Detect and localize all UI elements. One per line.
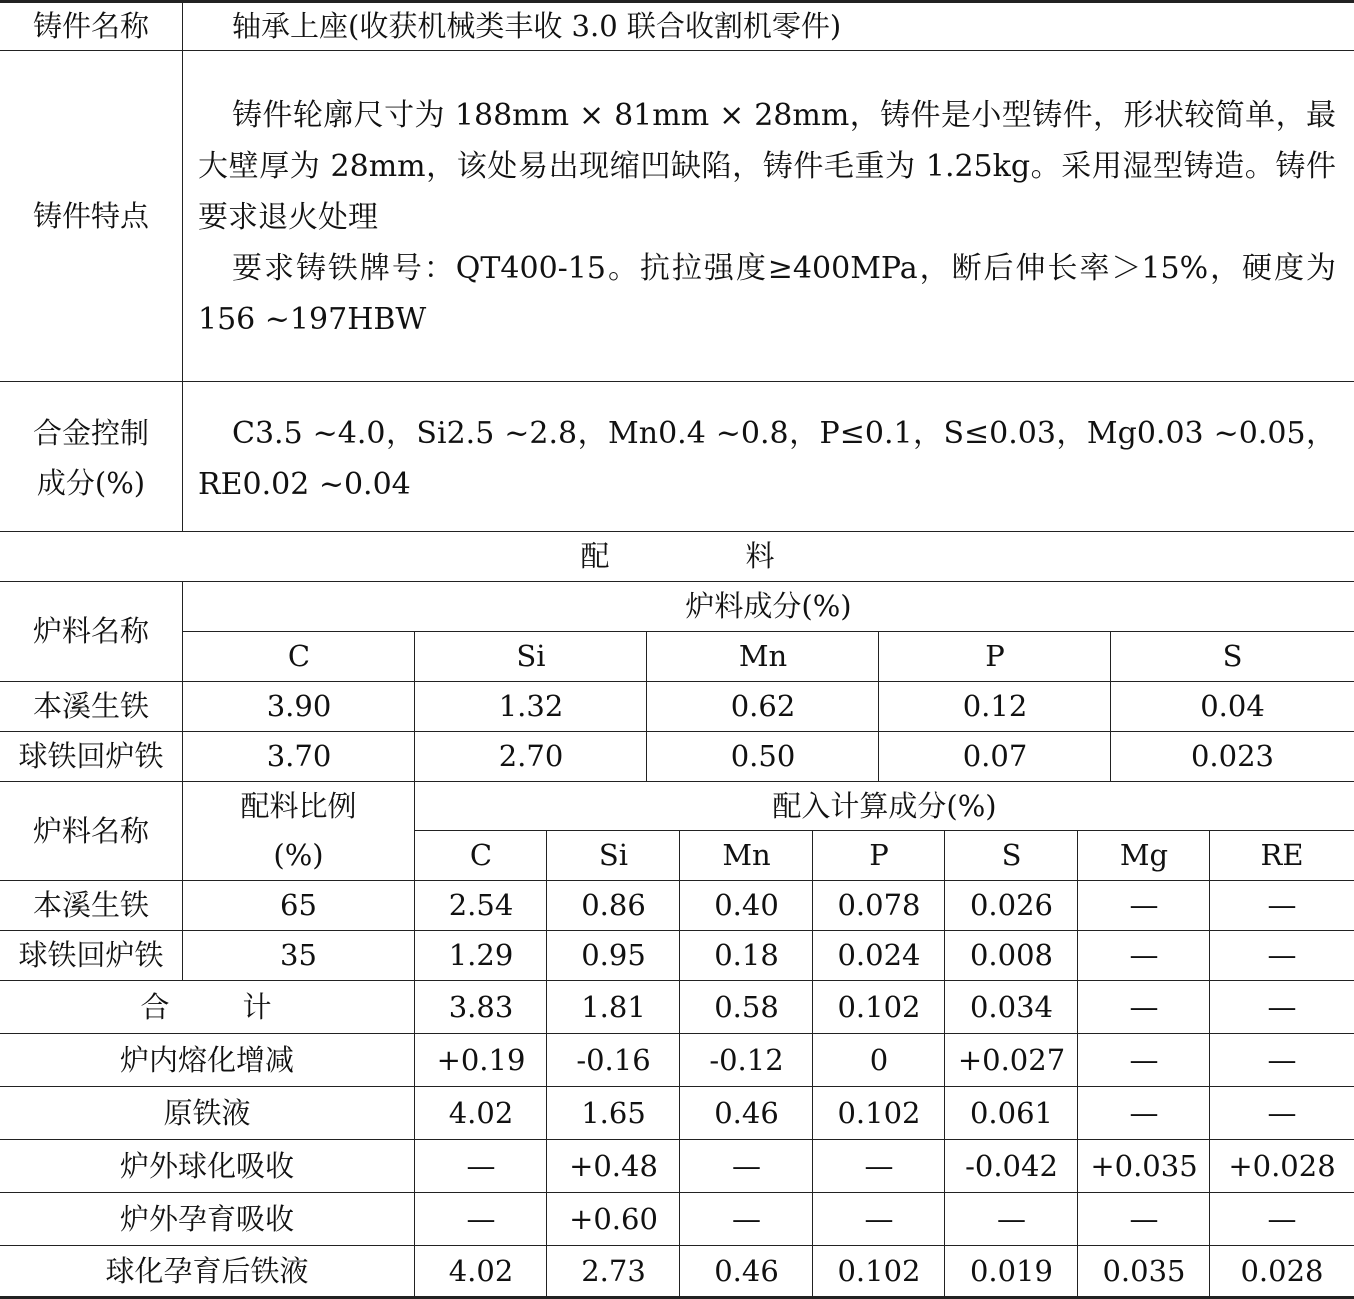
- total-label-a: 合: [140, 989, 170, 1024]
- summary-cell: 0: [869, 1042, 889, 1077]
- summary-cell: -0.12: [709, 1042, 784, 1077]
- summary-cell: 0.46: [714, 1095, 779, 1130]
- rule: [0, 50, 1354, 51]
- summary-cell: 1.65: [581, 1095, 646, 1130]
- casting-name-value: 轴承上座(收获机械类丰收 3.0 联合收割机零件): [232, 9, 842, 43]
- summary-row-name: 炉外球化吸收: [119, 1148, 294, 1183]
- features-label: 铸件特点: [32, 198, 149, 233]
- total-cell: —: [1129, 989, 1159, 1024]
- summary-cell: 0.46: [714, 1253, 779, 1288]
- calc-cell: 0.008: [969, 938, 1054, 972]
- calc-cell: —: [1267, 888, 1297, 922]
- summary-cell: —: [466, 1201, 496, 1236]
- summary-cell: —: [1267, 1042, 1297, 1077]
- burden-cell: 3.70: [266, 739, 332, 773]
- summary-cell: —: [1129, 1042, 1159, 1077]
- calc-row-name: 本溪生铁: [32, 888, 149, 922]
- burden-cell: 1.32: [498, 689, 564, 723]
- burden-cell: 0.50: [730, 739, 796, 773]
- calc-charge-name-header: 炉料名称: [32, 813, 149, 848]
- summary-cell: 4.02: [448, 1095, 514, 1130]
- total-cell: 1.81: [581, 989, 646, 1024]
- total-cell: 0.58: [714, 989, 779, 1024]
- calc-col-header: S: [1001, 838, 1022, 872]
- calc-col-header: Si: [598, 838, 629, 872]
- alloy-label-line2: 成分(%): [36, 465, 146, 500]
- summary-row-name: 原铁液: [163, 1095, 251, 1130]
- calc-cell: 0.078: [837, 888, 921, 922]
- calc-cell: —: [1267, 938, 1297, 972]
- burden-title-b: 料: [745, 539, 775, 573]
- summary-cell: 0.028: [1240, 1253, 1324, 1288]
- summary-cell: +0.19: [436, 1042, 526, 1077]
- summary-cell: -0.042: [965, 1148, 1058, 1183]
- total-cell: —: [1267, 989, 1297, 1024]
- summary-cell: —: [864, 1148, 894, 1183]
- calc-row-ratio: 65: [280, 888, 317, 922]
- calc-cell: 0.95: [581, 938, 646, 972]
- summary-cell: -0.16: [576, 1042, 651, 1077]
- calc-cell: 1.29: [448, 938, 514, 972]
- calc-col-header: Mn: [722, 838, 771, 872]
- rule: [182, 0, 183, 531]
- summary-cell: 0.061: [969, 1095, 1054, 1130]
- ratio-header-line2: (%): [273, 838, 324, 872]
- calc-cell: —: [1129, 938, 1159, 972]
- summary-cell: 0.019: [969, 1253, 1054, 1288]
- summary-cell: 0.035: [1102, 1253, 1186, 1288]
- summary-cell: —: [1129, 1201, 1159, 1236]
- summary-cell: —: [864, 1201, 894, 1236]
- calc-cell: 0.18: [714, 938, 779, 972]
- ratio-header-line1: 配料比例: [240, 788, 357, 823]
- rule: [0, 381, 1354, 382]
- calc-col-header: P: [869, 838, 889, 872]
- burden-col-header: C: [287, 639, 311, 673]
- summary-cell: +0.028: [1228, 1148, 1336, 1183]
- summary-cell: —: [732, 1201, 761, 1236]
- burden-cell: 2.70: [498, 739, 564, 773]
- calc-row-name: 球铁回炉铁: [18, 938, 164, 972]
- calc-cell: 2.54: [448, 888, 514, 922]
- rule: [0, 531, 1354, 532]
- calc-col-header: RE: [1260, 838, 1304, 872]
- burden-cell: 0.04: [1200, 689, 1265, 723]
- calc-col-header: Mg: [1119, 838, 1169, 872]
- summary-cell: —: [1129, 1095, 1159, 1130]
- summary-cell: 4.02: [448, 1253, 514, 1288]
- summary-cell: —: [732, 1148, 761, 1183]
- summary-cell: 0.102: [837, 1253, 921, 1288]
- total-cell: 3.83: [448, 989, 514, 1024]
- burden-row-name: 球铁回炉铁: [18, 739, 164, 773]
- summary-cell: +0.60: [569, 1201, 658, 1236]
- casting-name-label: 铸件名称: [32, 9, 149, 43]
- summary-cell: 2.73: [581, 1253, 646, 1288]
- burden-row-name: 本溪生铁: [32, 689, 149, 723]
- summary-row-name: 炉内熔化增减: [119, 1042, 294, 1077]
- summary-cell: +0.48: [569, 1148, 658, 1183]
- calc-col-header: C: [469, 838, 493, 872]
- alloy-value-text: C3.5 ~4.0，Si2.5 ~2.8，Mn0.4 ~0.8，P≤0.1，S≤0.03，Mg0.03 ~0.05，RE0.02 ~0.04: [198, 416, 1336, 502]
- features-paragraph: 要求铸铁牌号：QT400-15。抗拉强度≥400MPa，断后伸长率＞15%，硬度为 156 ~197HBW: [198, 251, 1336, 337]
- alloy-value: [198, 408, 1336, 510]
- calc-composition-header: 配入计算成分(%): [772, 788, 997, 823]
- summary-cell: +0.027: [957, 1042, 1066, 1077]
- composition-header: 炉料成分(%): [685, 589, 852, 623]
- summary-row-name: 炉外孕育吸收: [119, 1201, 294, 1236]
- charge-name-header: 炉料名称: [32, 614, 149, 648]
- calc-cell: 0.026: [969, 888, 1054, 922]
- summary-cell: —: [1267, 1095, 1297, 1130]
- calc-cell: 0.40: [714, 888, 779, 922]
- burden-cell: 0.12: [962, 689, 1028, 723]
- total-cell: 0.102: [837, 989, 921, 1024]
- burden-col-header: Mn: [738, 639, 788, 673]
- summary-row-name: 球化孕育后铁液: [105, 1253, 309, 1288]
- total-label-b: 计: [242, 989, 272, 1024]
- calc-cell: 0.024: [837, 938, 921, 972]
- summary-cell: —: [466, 1148, 496, 1183]
- burden-cell: 0.07: [962, 739, 1028, 773]
- burden-cell: 0.62: [730, 689, 796, 723]
- calc-row-ratio: 35: [280, 938, 317, 972]
- summary-cell: —: [997, 1201, 1026, 1236]
- features-paragraph: 铸件轮廓尺寸为 188mm × 81mm × 28mm，铸件是小型铸件，形状较简单，最大壁厚为 28mm，该处易出现缩凹缺陷，铸件毛重为 1.25kg。采用湿型铸造。铸件要求退火处理: [198, 98, 1336, 235]
- features-text: [198, 90, 1336, 345]
- alloy-label-line1: 合金控制: [32, 415, 149, 450]
- burden-col-header: Si: [516, 639, 546, 673]
- summary-cell: —: [1267, 1201, 1297, 1236]
- summary-cell: 0.102: [837, 1095, 921, 1130]
- burden-cell: 3.90: [266, 689, 332, 723]
- burden-title-a: 配: [580, 539, 610, 573]
- burden-col-header: S: [1222, 639, 1243, 673]
- calc-cell: 0.86: [581, 888, 646, 922]
- total-cell: 0.034: [969, 989, 1054, 1024]
- burden-col-header: P: [985, 639, 1005, 673]
- summary-cell: +0.035: [1090, 1148, 1198, 1183]
- burden-cell: 0.023: [1190, 739, 1275, 773]
- calc-cell: —: [1129, 888, 1159, 922]
